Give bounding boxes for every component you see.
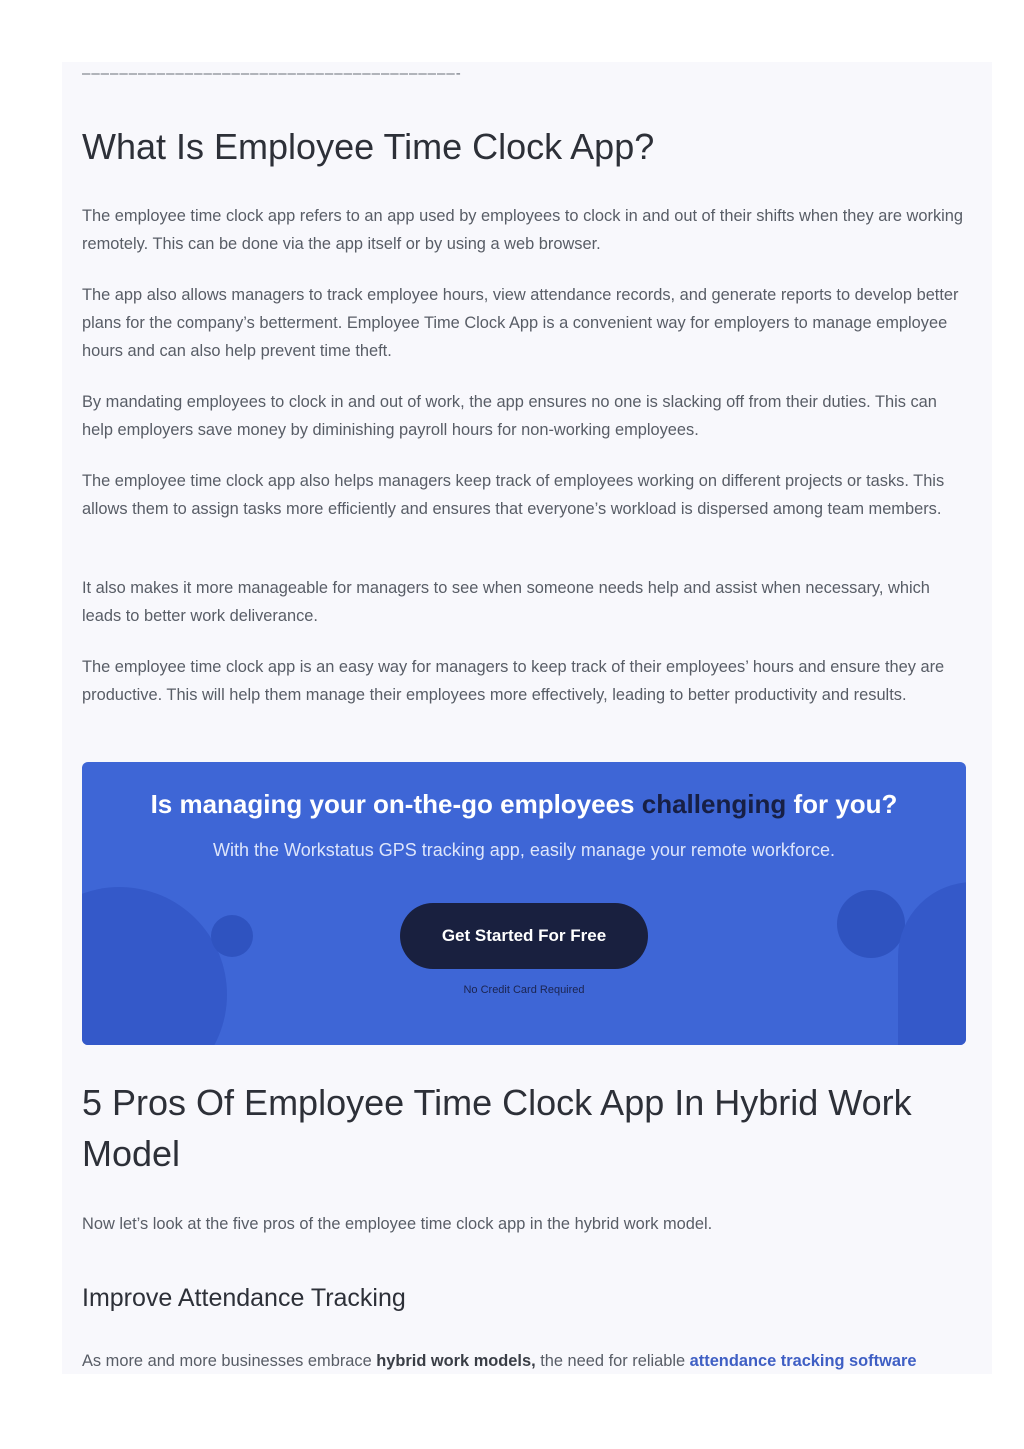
section-title-pros-line1: 5 Pros Of Employee Time Clock App In Hybrid Work — [82, 1082, 912, 1123]
text-segment: the need for reliable — [535, 1352, 690, 1370]
get-started-button[interactable]: Get Started For Free — [400, 903, 648, 969]
article-card — [62, 62, 992, 1374]
text-segment: As more and more businesses embrace — [82, 1352, 377, 1370]
paragraph: The employee time clock app refers to an app used by employees to clock in and out of their shifts when they are working remotely. This can be done via the app itself or by using a web browser. — [82, 207, 964, 253]
banner-headline-suffix: for you? — [786, 789, 898, 819]
paragraph: The employee time clock app also helps managers keep track of employees working on different projects or tasks. This allows them to assign tasks more efficiently and ensures that everyone’s workload is dispersed among team members. — [82, 472, 945, 518]
paragraph: The employee time clock app is an easy way for managers to keep track of their employees’ hours and ensure they are productive. This will help them manage their employees more effectively, leading to better productivity and results. — [82, 658, 945, 704]
attendance-tracking-software-link[interactable]: attendance tracking software — [689, 1352, 917, 1370]
divider-line: ––––––––––––––––––––––––––––––––––––––––- — [82, 65, 462, 82]
paragraph: By mandating employees to clock in and out of work, the app ensures no one is slacking off from their duties. This can help employers save money by diminishing payroll hours for non-working employees. — [82, 393, 937, 439]
decorative-shape-right — [898, 882, 966, 1045]
banner-headline-prefix: Is managing your on-the-go employees — [150, 789, 642, 819]
subsection-title-attendance: Improve Attendance Tracking — [82, 1284, 406, 1312]
decorative-dot-left — [211, 915, 253, 957]
paragraph: It also makes it more manageable for managers to see when someone needs help and assist when necessary, which leads to better work deliverance. — [82, 579, 930, 625]
banner-headline-accent: challenging — [641, 789, 787, 819]
section-title-pros-line2: Model — [82, 1133, 181, 1174]
banner-headline — [82, 789, 966, 820]
decorative-dot-right — [837, 890, 905, 958]
banner-subheadline: With the Workstatus GPS tracking app, easily manage your remote workforce. — [213, 840, 835, 860]
paragraph-intro: Now let’s look at the five pros of the employee time clock app in the hybrid work model. — [82, 1215, 713, 1233]
section-title-what-is: What Is Employee Time Clock App? — [82, 126, 655, 167]
banner-note: No Credit Card Required — [463, 984, 585, 996]
paragraph-attendance — [82, 1347, 967, 1374]
bold-text: hybrid work models, — [376, 1352, 536, 1370]
decorative-circle-large — [82, 887, 227, 1045]
paragraph: The app also allows managers to track employee hours, view attendance records, and generate reports to develop better plans for the company’s betterment. Employee Time Clock App is a convenient way for employers to manage employee hours and can also help prevent time theft. — [82, 286, 959, 360]
promo-banner[interactable] — [82, 762, 966, 1045]
